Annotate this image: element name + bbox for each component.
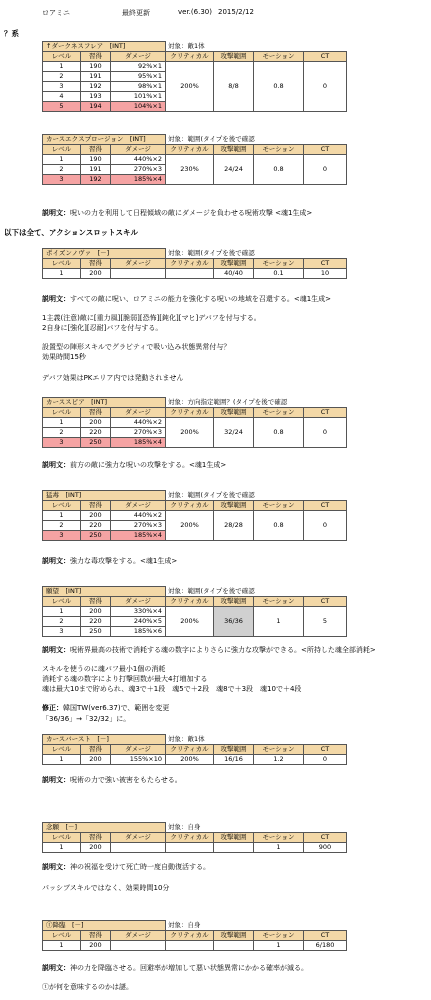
col-header-learn: 習得 (81, 145, 111, 155)
section-title-1: ？系 (4, 29, 19, 38)
skill-name: 願望 [INT] (43, 587, 166, 597)
col-header-range: 攻撃範囲 (214, 745, 254, 755)
note-line: デバフ効果はPKエリア内では発動されません (42, 374, 184, 382)
damage-cell: 155%×10 (111, 755, 166, 765)
range-cell (214, 941, 254, 951)
learn-cell: 200 (81, 843, 111, 853)
damage-cell: 185%×4 (111, 175, 166, 185)
skill-name: 念願 [－] (43, 823, 166, 833)
col-header-range: 攻撃範囲 (214, 597, 254, 607)
ct-cell: 0 (304, 155, 347, 185)
damage-cell: 98%×1 (111, 82, 166, 92)
col-header-motion: モーション (254, 833, 304, 843)
motion-cell: 1.2 (254, 755, 304, 765)
section-title-2: 以下は全て、アクションスロットスキル (4, 228, 138, 237)
desc-2 (42, 294, 331, 304)
skill-table (42, 586, 347, 637)
learn-cell: 192 (81, 82, 111, 92)
ct-cell: 5 (304, 607, 347, 637)
col-header-critical: クリティカル (166, 52, 214, 62)
col-header-level: レベル (43, 501, 81, 511)
skill-target: 対象：範囲(タイプを後で確認 (168, 134, 255, 143)
note-line: 設置型の陣形スキルでグラビティで吸い込み状態異常付与？ (42, 343, 231, 351)
level-cell: 3 (43, 627, 81, 637)
col-header-learn: 習得 (81, 259, 111, 269)
col-header-learn: 習得 (81, 931, 111, 941)
note-line: 1主義(注意)敵に[重力風][脆弱][恐怖][鈍化][マヒ]デバフを付与する。 (42, 314, 261, 322)
skill-target: 対象：範囲(タイプを後で確認 (168, 248, 255, 257)
motion-cell: 0.8 (254, 62, 304, 112)
header-title: ロアミニ (42, 9, 70, 17)
skill-table (42, 734, 347, 765)
learn-cell: 190 (81, 155, 111, 165)
skill-table (42, 41, 347, 112)
range-cell: 36/36 (214, 607, 254, 637)
learn-cell: 191 (81, 72, 111, 82)
skill-table (42, 397, 347, 448)
learn-cell: 194 (81, 102, 111, 112)
skill-table (42, 920, 347, 951)
col-header-ct: CT (304, 745, 347, 755)
damage-cell: 330%×4 (111, 607, 166, 617)
learn-cell: 220 (81, 617, 111, 627)
skill-name: カーススピア [INT] (43, 398, 166, 408)
learn-cell: 200 (81, 269, 111, 279)
col-header-level: レベル (43, 597, 81, 607)
col-header-motion: モーション (254, 408, 304, 418)
col-header-level: レベル (43, 408, 81, 418)
ct-cell: 6/180 (304, 941, 347, 951)
desc-3 (42, 460, 226, 470)
col-header-ct: CT (304, 145, 347, 155)
motion-cell: 0.8 (254, 511, 304, 541)
skill-name: ↑ダークネスフレア [INT] (43, 42, 166, 52)
level-cell: 4 (43, 92, 81, 102)
desc-8 (42, 963, 308, 973)
note-line: ⓣが何を意味するのかは謎。 (42, 983, 133, 991)
motion-cell: 0.8 (254, 155, 304, 185)
col-header-damage: ダメージ (111, 501, 166, 511)
col-header-motion: モーション (254, 501, 304, 511)
skill-target: 対象：範囲(タイプを後で確認 (168, 490, 255, 499)
col-header-range: 攻撃範囲 (214, 259, 254, 269)
damage-cell: 104%×1 (111, 102, 166, 112)
version-text: ver.(6.30) (178, 8, 212, 16)
col-header-learn: 習得 (81, 52, 111, 62)
note-line: 「36/36」→「32/32」に。 (42, 715, 131, 723)
col-header-ct: CT (304, 833, 347, 843)
motion-cell: 1 (254, 941, 304, 951)
ct-cell: 10 (304, 269, 347, 279)
damage-cell: 440%×2 (111, 418, 166, 428)
note-line: スキルを使うのに魂バフ最小1個の消耗 (42, 665, 166, 673)
desc-label: 説明文： (42, 557, 70, 565)
level-cell: 3 (43, 438, 81, 448)
col-header-level: レベル (43, 745, 81, 755)
level-cell: 3 (43, 82, 81, 92)
skill-name: ⓣ降臨 [－] (43, 921, 166, 931)
skill-target: 対象：方向指定範囲？(タイプを後で確認 (168, 397, 288, 406)
level-cell: 1 (43, 941, 81, 951)
col-header-damage: ダメージ (111, 833, 166, 843)
damage-cell: 270%×3 (111, 428, 166, 438)
level-cell: 1 (43, 607, 81, 617)
updated-label: 最終更新 (122, 9, 150, 17)
level-cell: 1 (43, 843, 81, 853)
critical-cell: 200% (166, 418, 214, 448)
col-header-damage: ダメージ (111, 597, 166, 607)
desc-text: 神の力を降臨させる。回避率が増加して悪い状態異常にかかる確率が減る。 (70, 964, 308, 972)
col-header-critical: クリティカル (166, 833, 214, 843)
learn-cell: 190 (81, 62, 111, 72)
learn-cell: 250 (81, 531, 111, 541)
col-header-critical: クリティカル (166, 145, 214, 155)
note-line: 消耗する魂の数字により打撃回数が最大4打増加する (42, 675, 208, 683)
skill-name: ポイズンノヴァ [－] (43, 249, 166, 259)
desc-label: 説明文： (42, 209, 70, 217)
desc-label: 説明文： (42, 863, 70, 871)
skill-target: 対象：自身 (168, 822, 201, 831)
damage-cell: 185%×4 (111, 438, 166, 448)
skill-name: 猛毒 [INT] (43, 491, 166, 501)
ct-cell: 0 (304, 418, 347, 448)
damage-cell (111, 843, 166, 853)
desc-1 (42, 208, 312, 218)
col-header-critical: クリティカル (166, 501, 214, 511)
level-cell: 2 (43, 428, 81, 438)
desc-label: 説明文： (42, 646, 70, 654)
desc-5 (42, 645, 376, 655)
range-cell: 32/24 (214, 418, 254, 448)
desc-text: 前方の敵に強力な呪いの攻撃をする。<魂1生成> (70, 461, 227, 469)
note-fix (42, 703, 169, 713)
desc-label: 説明文： (42, 964, 70, 972)
col-header-critical: クリティカル (166, 931, 214, 941)
skill-name: カースエクスプロージョン [INT] (43, 135, 166, 145)
col-header-level: レベル (43, 145, 81, 155)
damage-cell: 440%×2 (111, 155, 166, 165)
ct-cell: 0 (304, 62, 347, 112)
range-cell: 16/16 (214, 755, 254, 765)
damage-cell: 270%×3 (111, 165, 166, 175)
col-header-ct: CT (304, 501, 347, 511)
skill-target: 対象：範囲(タイプを後で確認 (168, 586, 255, 595)
damage-cell: 185%×6 (111, 627, 166, 637)
critical-cell: 200% (166, 62, 214, 112)
desc-label: 説明文： (42, 461, 70, 469)
skill-target: 対象：敵1体 (168, 41, 205, 50)
level-cell: 2 (43, 521, 81, 531)
level-cell: 1 (43, 269, 81, 279)
level-cell: 2 (43, 165, 81, 175)
updated-date: 2015/2/12 (218, 8, 254, 16)
damage-cell (111, 941, 166, 951)
fix-label: 修正： (42, 704, 63, 712)
col-header-ct: CT (304, 408, 347, 418)
learn-cell: 192 (81, 175, 111, 185)
level-cell: 1 (43, 62, 81, 72)
level-cell: 3 (43, 175, 81, 185)
motion-cell: 1 (254, 607, 304, 637)
level-cell: 1 (43, 155, 81, 165)
col-header-motion: モーション (254, 745, 304, 755)
critical-cell: 200% (166, 607, 214, 637)
note-line: 効果時間15秒 (42, 353, 86, 361)
col-header-damage: ダメージ (111, 931, 166, 941)
col-header-learn: 習得 (81, 745, 111, 755)
col-header-learn: 習得 (81, 833, 111, 843)
learn-cell: 191 (81, 165, 111, 175)
motion-cell: 0.8 (254, 418, 304, 448)
damage-cell: 240%×5 (111, 617, 166, 627)
desc-text: 強力な毒攻撃をする。<魂1生成> (70, 557, 178, 565)
range-cell: 40/40 (214, 269, 254, 279)
learn-cell: 200 (81, 755, 111, 765)
level-cell: 1 (43, 418, 81, 428)
ct-cell: 0 (304, 755, 347, 765)
range-cell: 24/24 (214, 155, 254, 185)
col-header-range: 攻撃範囲 (214, 408, 254, 418)
range-cell (214, 843, 254, 853)
note-line: 2自身に[強化][忍耐]バフを付与する。 (42, 324, 163, 332)
motion-cell: 1 (254, 843, 304, 853)
col-header-level: レベル (43, 931, 81, 941)
damage-cell: 101%×1 (111, 92, 166, 102)
learn-cell: 200 (81, 941, 111, 951)
col-header-critical: クリティカル (166, 408, 214, 418)
col-header-learn: 習得 (81, 501, 111, 511)
learn-cell: 220 (81, 428, 111, 438)
damage-cell: 95%×1 (111, 72, 166, 82)
damage-cell: 185%×4 (111, 531, 166, 541)
col-header-learn: 習得 (81, 597, 111, 607)
skill-table (42, 490, 347, 541)
critical-cell (166, 941, 214, 951)
col-header-motion: モーション (254, 145, 304, 155)
col-header-critical: クリティカル (166, 597, 214, 607)
col-header-motion: モーション (254, 597, 304, 607)
col-header-motion: モーション (254, 259, 304, 269)
learn-cell: 250 (81, 627, 111, 637)
desc-6 (42, 775, 182, 785)
ct-cell: 900 (304, 843, 347, 853)
col-header-damage: ダメージ (111, 145, 166, 155)
desc-label: 説明文： (42, 776, 70, 784)
col-header-motion: モーション (254, 52, 304, 62)
col-header-range: 攻撃範囲 (214, 931, 254, 941)
col-header-range: 攻撃範囲 (214, 833, 254, 843)
level-cell: 2 (43, 72, 81, 82)
damage-cell: 440%×2 (111, 511, 166, 521)
note-line: 魂は最大10まで貯められ、魂3で＋1段 魂5で＋2段 魂8で＋3段 魂10で＋4段 (42, 685, 302, 693)
desc-text: 神の祝福を受けて死亡時一度自動復活する。 (70, 863, 210, 871)
desc-text: 呪いの力を利用して日程傾域の敵にダメージを負わせる呪術攻撃 <魂1生成> (70, 209, 313, 217)
desc-text: 呪術の力で強い被害をもたらせる。 (70, 776, 182, 784)
col-header-ct: CT (304, 52, 347, 62)
critical-cell: 200% (166, 755, 214, 765)
learn-cell: 193 (81, 92, 111, 102)
level-cell: 2 (43, 617, 81, 627)
critical-cell: 230% (166, 155, 214, 185)
col-header-ct: CT (304, 259, 347, 269)
col-header-level: レベル (43, 52, 81, 62)
level-cell: 3 (43, 531, 81, 541)
desc-label: 説明文： (42, 295, 70, 303)
col-header-level: レベル (43, 259, 81, 269)
range-cell: 28/28 (214, 511, 254, 541)
col-header-critical: クリティカル (166, 259, 214, 269)
learn-cell: 220 (81, 521, 111, 531)
critical-cell: 200% (166, 511, 214, 541)
damage-cell: 92%×1 (111, 62, 166, 72)
col-header-level: レベル (43, 833, 81, 843)
col-header-range: 攻撃範囲 (214, 145, 254, 155)
col-header-range: 攻撃範囲 (214, 52, 254, 62)
skill-target: 対象：敵1体 (168, 734, 205, 743)
desc-7 (42, 862, 210, 872)
fix-text: 韓国TW(ver6.37)で、範囲を変更 (63, 704, 170, 712)
col-header-motion: モーション (254, 931, 304, 941)
critical-cell (166, 269, 214, 279)
note-line: パッシブスキルではなく、効果時間10分 (42, 884, 170, 892)
learn-cell: 250 (81, 438, 111, 448)
level-cell: 1 (43, 511, 81, 521)
level-cell: 5 (43, 102, 81, 112)
ct-cell: 0 (304, 511, 347, 541)
motion-cell: 0.1 (254, 269, 304, 279)
col-header-range: 攻撃範囲 (214, 501, 254, 511)
desc-4 (42, 556, 177, 566)
col-header-damage: ダメージ (111, 52, 166, 62)
level-cell: 1 (43, 755, 81, 765)
damage-cell (111, 269, 166, 279)
col-header-learn: 習得 (81, 408, 111, 418)
learn-cell: 200 (81, 607, 111, 617)
learn-cell: 200 (81, 418, 111, 428)
col-header-damage: ダメージ (111, 259, 166, 269)
col-header-critical: クリティカル (166, 745, 214, 755)
range-cell: 8/8 (214, 62, 254, 112)
desc-text: すべての敵に呪い、ロアミニの能力を強化する呪いの地域を召還する。<魂1生成> (70, 295, 332, 303)
col-header-ct: CT (304, 931, 347, 941)
desc-text: 呪術界最高の技術で消耗する魂の数字によりさらに強力な攻撃ができる。<所持した魂全部消耗> (70, 646, 376, 654)
col-header-damage: ダメージ (111, 408, 166, 418)
skill-table (42, 134, 347, 185)
col-header-damage: ダメージ (111, 745, 166, 755)
damage-cell: 270%×3 (111, 521, 166, 531)
learn-cell: 200 (81, 511, 111, 521)
skill-target: 対象：自身 (168, 920, 201, 929)
col-header-ct: CT (304, 597, 347, 607)
skill-name: カースバースト [－] (43, 735, 166, 745)
skill-table (42, 248, 347, 279)
skill-table (42, 822, 347, 853)
critical-cell (166, 843, 214, 853)
